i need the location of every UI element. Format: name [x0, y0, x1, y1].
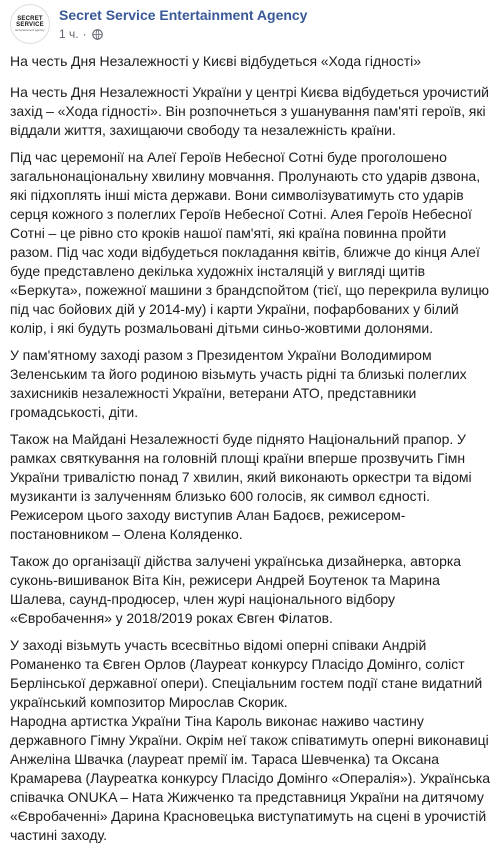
- post-body: [10, 52, 492, 853]
- post-paragraph: У пам'ятному заході разом з Президентом України Володимиром Зеленським та його родиною візьмуть участь рідні та близькі полеглих захисників незалежності України, ветерани АТО, представники громадськості, діти.: [10, 347, 467, 420]
- globe-icon[interactable]: [92, 29, 103, 40]
- separator-dot: ·: [82, 27, 87, 41]
- avatar[interactable]: [10, 4, 50, 44]
- post-subline: [59, 26, 307, 42]
- post-paragraph: У заході візьмуть участь всесвітньо відомі оперні співаки Андрій Романенко та Євген Орлов (Лауреат конкурсу Пласідо Домінго, соліст Берлінської державної опери). Спеціальним гостем події стане видатний український композитор Мирослав Скорик.: [10, 637, 483, 710]
- timestamp-link[interactable]: 1 ч.: [59, 27, 79, 41]
- post-headline: На честь Дня Незалежності у Києві відбудеться «Хода гідності»: [10, 53, 422, 69]
- page-name-link[interactable]: Secret Service Entertainment Agency: [59, 7, 308, 23]
- avatar-logo-text: SECRET: [17, 16, 43, 22]
- post-paragraph: Також до організації дійства залучені українська дизайнерка, авторка суконь-вишиванок Віта Кін, режисери Андрей Боутенок та Марина Шалева, саунд-продюсер, член журі національного відбору «Євробачення» у 2018/2019 роках Євген Філатов.: [10, 553, 462, 626]
- post-header: [10, 4, 307, 48]
- post-paragraph: Під час церемонії на Алеї Героїв Небесної Сотні буде проголошено загальнонаціональну хвилину мовчання. Пролунають сто ударів дзвона, які підхоплять інші міста держави. Вони символізуватимуть сто ударів серця кожного з полеглих Героїв Небесної Сотні. Алея Героїв Небесної Сотні – це рівно сто кроків нашої пам'яті, які країна повинна пройти разом. Під час ходи відбудеться покладання квітів, ближче до кінця Алеї буде представлено декілька художніх інсталяцій у вигляді щитів «Беркута», пожежної машини з брандспойтом (тієї, що перекрила вулицю під час бойових дій у 2014-му) і карти України, пофарбованих у білий колір, і які будуть розмальовані дітьми синьо-жовтими долонями.: [10, 149, 490, 336]
- avatar-logo-text-2: SERVICE: [16, 22, 44, 28]
- post-meta: [59, 4, 307, 42]
- post-paragraph: Також на Майдані Незалежності буде піднято Національний прапор. У рамках святкування на головній площі країни вперше прозвучить Гімн України тривалістю понад 7 хвилин, який виконають оркестри та відомі музиканти із залученням близько 600 голосів, як символ єдності. Режисером цього заходу виступив Алан Бадоєв, режисером-постановником – Олена Коляденко.: [10, 431, 472, 542]
- avatar-logo-subtext: Entertainment agency: [15, 28, 45, 32]
- post-paragraph: Народна артистка України Тіна Кароль виконає наживо частину державного Гімну України. Окрім неї також співатимуть оперні виконавиці Анжеліна Швачка (лауреат премії ім. Тараса Шевченка) та Оксана Крамарева (Лауреатка конкурсу Пласідо Домінго «Опералія»). Українська співачка ONUKA – Ната Жижченко та представниця України на дитячому «Євробаченні» Дарина Красновецька виступатимуть на сцені в урочистій частині заходу.: [10, 713, 491, 843]
- post-paragraph: На честь Дня Незалежності України у центрі Києва відбудеться урочистий захід – «Хода гідності». Він розпочнеться з ушанування пам'яті героїв, які віддали життя, захищаючи свободу та незалежність країни.: [10, 84, 489, 138]
